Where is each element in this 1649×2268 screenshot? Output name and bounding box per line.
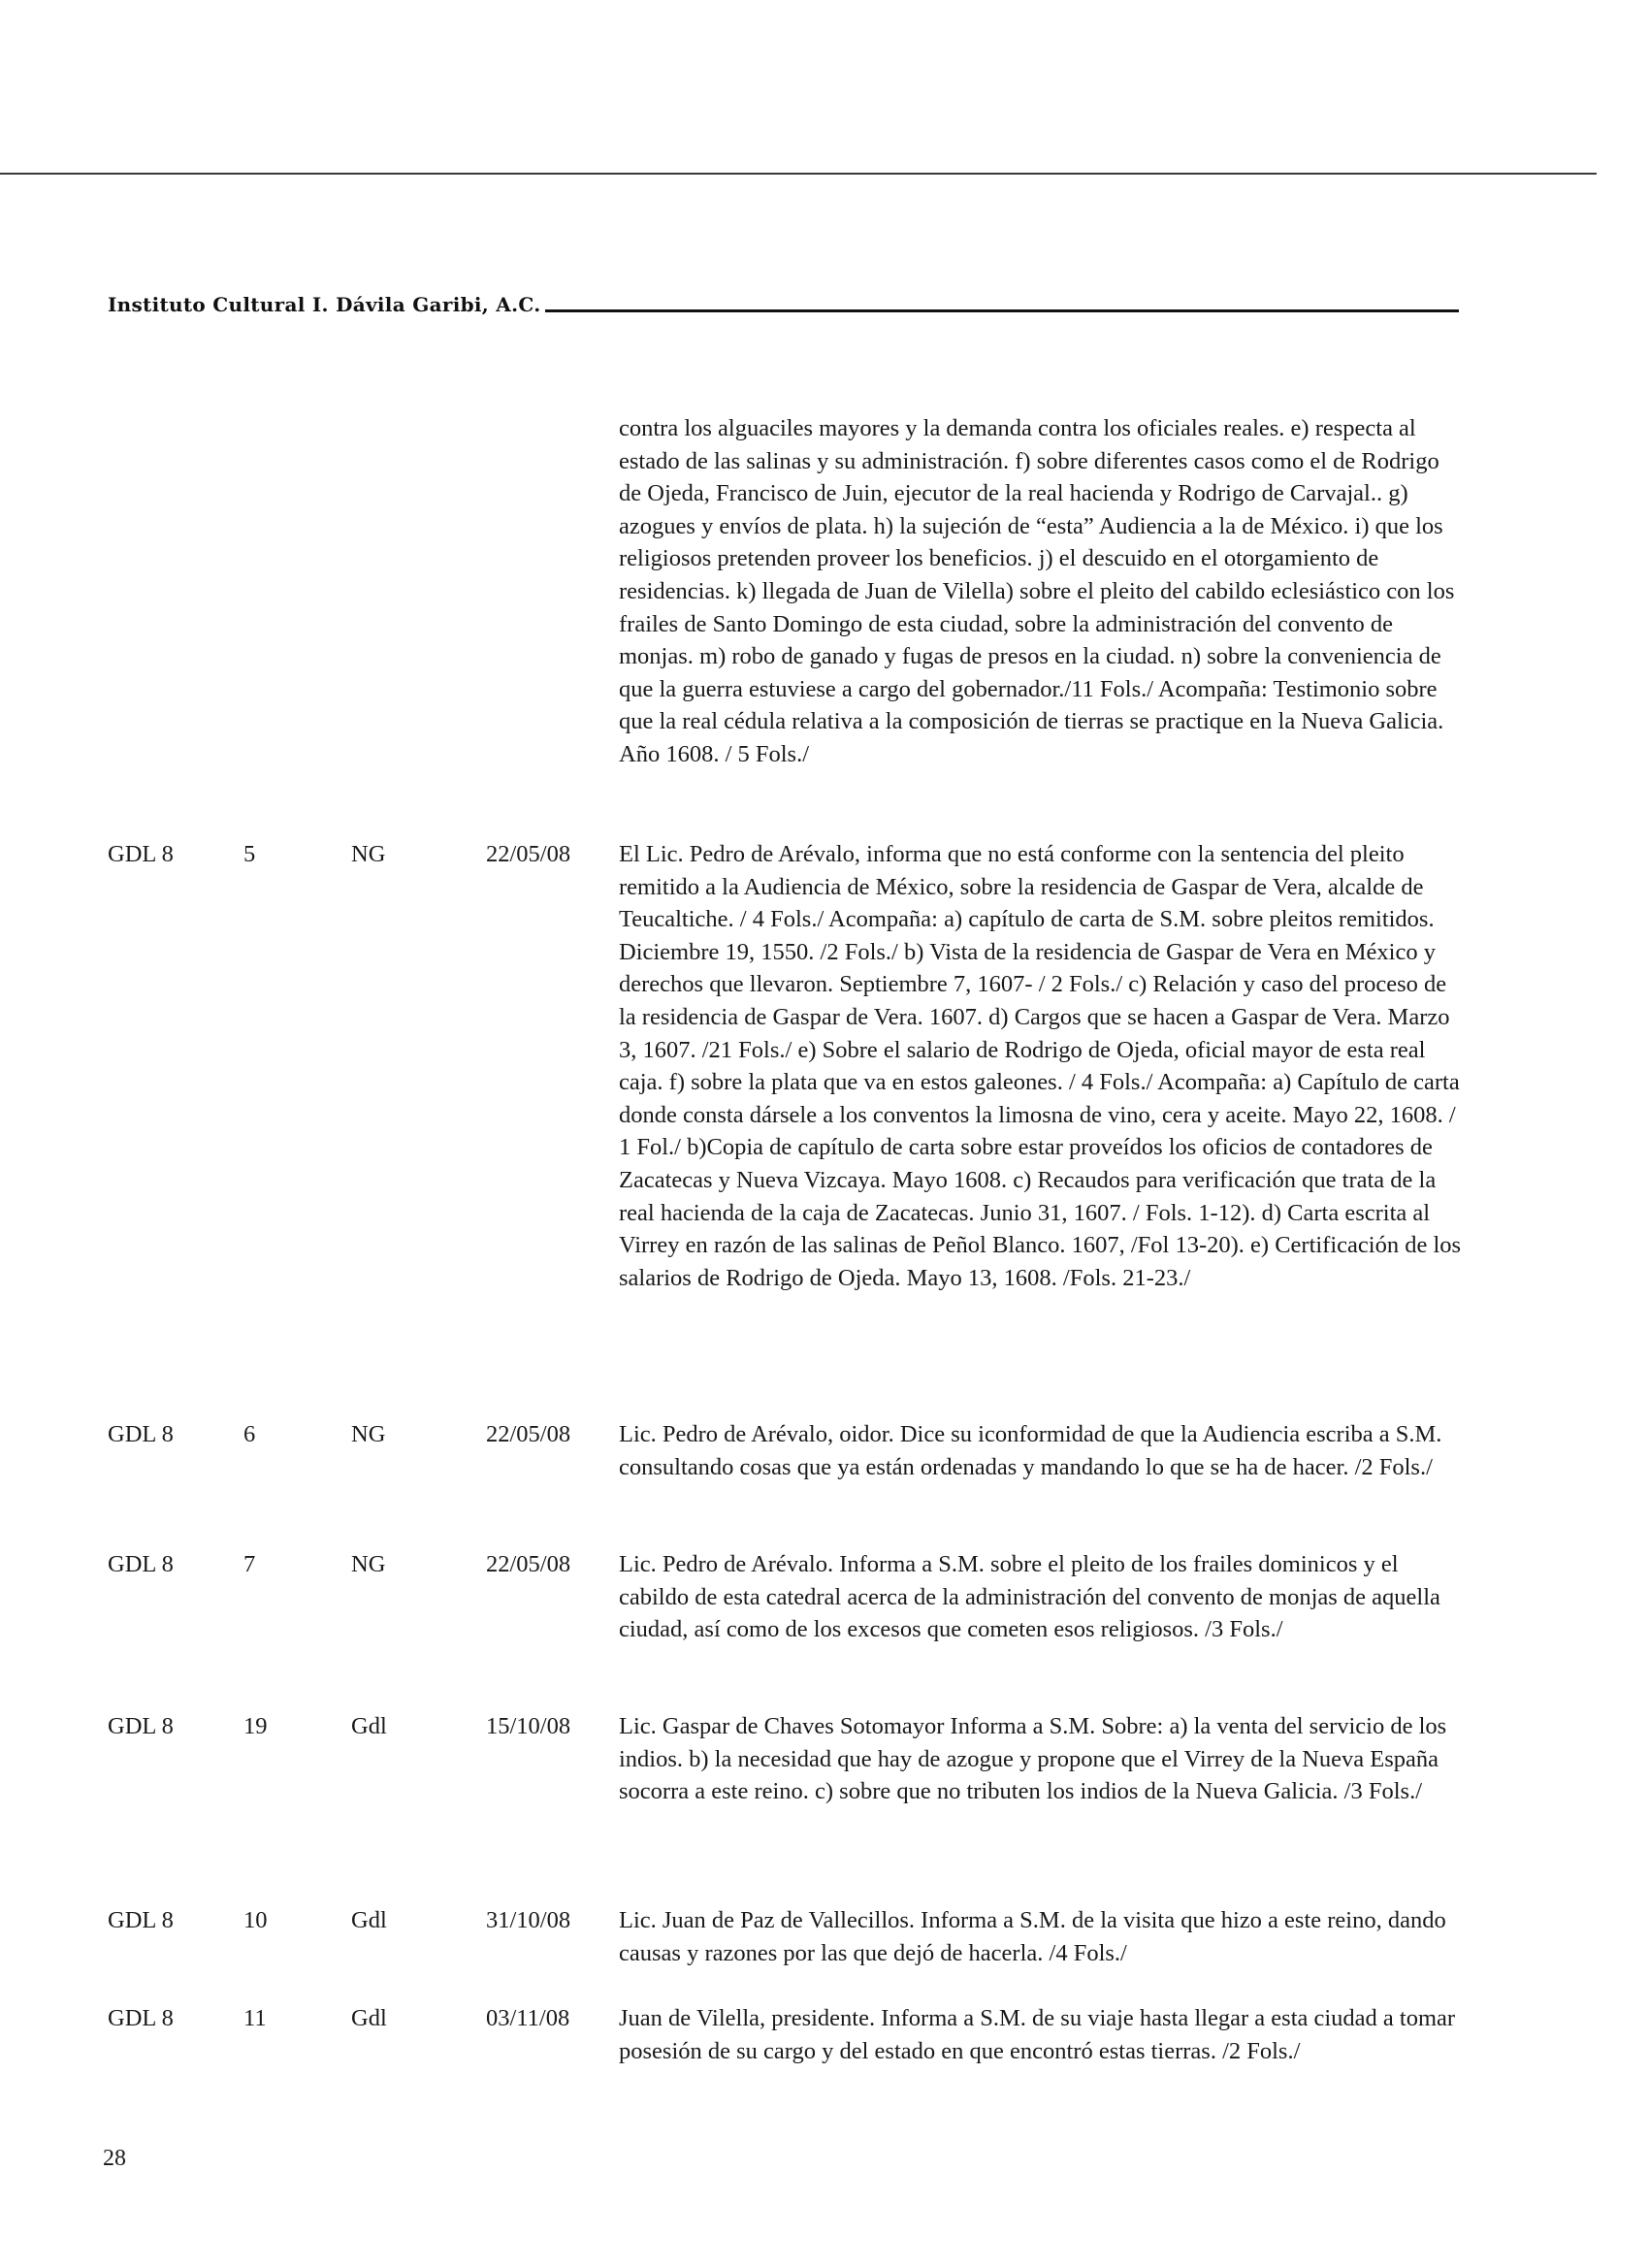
entry-code: GDL 8 xyxy=(108,1907,174,1933)
page-number: 28 xyxy=(103,2146,126,2171)
entry-place: NG xyxy=(351,1421,386,1447)
page-header xyxy=(108,287,1459,316)
entry-date: 22/05/08 xyxy=(486,1421,571,1447)
entry-place: NG xyxy=(351,841,386,867)
entry-date: 22/05/08 xyxy=(486,1551,571,1577)
entry-place: Gdl xyxy=(351,2005,387,2031)
entry-code: GDL 8 xyxy=(108,1421,174,1447)
header-rule xyxy=(545,309,1459,312)
entry-description: Lic. Pedro de Arévalo. Informa a S.M. sobre el pleito de los frailes dominicos y el cabildo de esta catedral acerca de la administración del convento de monjas de aquella ciudad, así como de los excesos que cometen esos religiosos. /3 Fols./ xyxy=(619,1551,1440,1643)
entry-code: GDL 8 xyxy=(108,1713,174,1739)
entry-description: Lic. Pedro de Arévalo, oidor. Dice su iconformidad de que la Audiencia escriba a S.M. consultando cosas que ya están ordenadas y mandando lo que se ha de hacer. /2 Fols./ xyxy=(619,1421,1442,1480)
entry-place: Gdl xyxy=(351,1907,387,1933)
entry-code: GDL 8 xyxy=(108,2005,174,2031)
institute-title: Instituto Cultural I. Dávila Garibi, A.C. xyxy=(108,293,541,316)
entry-code: GDL 8 xyxy=(108,841,174,867)
entry-number: 7 xyxy=(243,1551,256,1577)
entry-number: 10 xyxy=(243,1907,268,1933)
entry-description: Lic. Juan de Paz de Vallecillos. Informa a S.M. de la visita que hizo a este reino, dando causas y razones por las que dejó de hacerla. /4 Fols./ xyxy=(619,1907,1446,1966)
entry-number: 5 xyxy=(243,841,256,867)
entry-number: 6 xyxy=(243,1421,256,1447)
continued-description: contra los alguaciles mayores y la demanda contra los oficiales reales. e) respecta al estado de las salinas y su administración. f) sobre diferentes casos como el de Rodrigo de Ojeda, Francisco de Juin, ejecutor de la real hacienda y Rodrigo de Carvajal.. g) azogues y envíos de plata. h) la sujeción de “esta” Audiencia a la de México. i) que los religiosos pretenden proveer los beneficios. j) el descuido en el otorgamiento de residencias. k) llegada de Juan de Vilella) sobre el pleito del cabildo eclesiástico con los frailes de Santo Domingo de esta ciudad, sobre la administración del convento de monjas. m) robo de ganado y fugas de presos en la ciudad. n) sobre la conveniencia de que la guerra estuviese a cargo del gobernador./11 Fols./ Acompaña: Testimonio sobre que la real cédula relativa a la composición de tierras se practique en la Nueva Galicia. Año 1608. / 5 Fols./ xyxy=(619,415,1455,767)
entry-date: 31/10/08 xyxy=(486,1907,571,1933)
entry-description: Lic. Gaspar de Chaves Sotomayor Informa a S.M. Sobre: a) la venta del servicio de los indios. b) la necesidad que hay de azogue y propone que el Virrey de la Nueva España socorra a este reino. c) sobre que no tributen los indios de la Nueva Galicia. /3 Fols./ xyxy=(619,1713,1447,1805)
entry-place: Gdl xyxy=(351,1713,387,1739)
entry-description: Juan de Vilella, presidente. Informa a S.M. de su viaje hasta llegar a esta ciudad a tomar posesión de su cargo y del estado en que encontró estas tierras. /2 Fols./ xyxy=(619,2005,1456,2064)
entry-code: GDL 8 xyxy=(108,1551,174,1577)
entry-number: 19 xyxy=(243,1713,268,1739)
entry-number: 11 xyxy=(243,2005,267,2031)
entry-date: 22/05/08 xyxy=(486,841,571,867)
entry-place: NG xyxy=(351,1551,386,1577)
entry-date: 15/10/08 xyxy=(486,1713,571,1739)
entry-description: El Lic. Pedro de Arévalo, informa que no está conforme con la sentencia del pleito remitido a la Audiencia de México, sobre la residencia de Gaspar de Vera, alcalde de Teucaltiche. / 4 Fols./ Acompaña: a) capítulo de carta de S.M. sobre pleitos remitidos. Diciembre 19, 1550. /2 Fols./ b) Vista de la residencia de Gaspar de Vera en México y derechos que llevaron. Septiembre 7, 1607- / 2 Fols./ c) Relación y caso del proceso de la residencia de Gaspar de Vera. 1607. d) Cargos que se hacen a Gaspar de Vera. Marzo 3, 1607. /21 Fols./ e) Sobre el salario de Rodrigo de Ojeda, oficial mayor de esta real caja. f) sobre la plata que va en estos galeones. / 4 Fols./ Acompaña: a) Capítulo de carta donde consta dársele a los conventos la limosna de vino, cera y aceite. Mayo 22, 1608. / 1 Fol./ b)Copia de capítulo de carta sobre estar proveídos los oficios de contadores de Zacatecas y Nueva Vizcaya. Mayo 1608. c) Recaudos para verificación que trata de la real hacienda de la caja de Zacatecas. Junio 31, 1607. / Fols. 1-12). d) Carta escrita al Virrey en razón de las salinas de Peñol Blanco. 1607, /Fol 13-20). e) Certificación de los salarios de Rodrigo de Ojeda. Mayo 13, 1608. /Fols. 21-23./ xyxy=(619,841,1462,1291)
entry-date: 03/11/08 xyxy=(486,2005,570,2031)
scan-top-rule xyxy=(0,173,1597,175)
